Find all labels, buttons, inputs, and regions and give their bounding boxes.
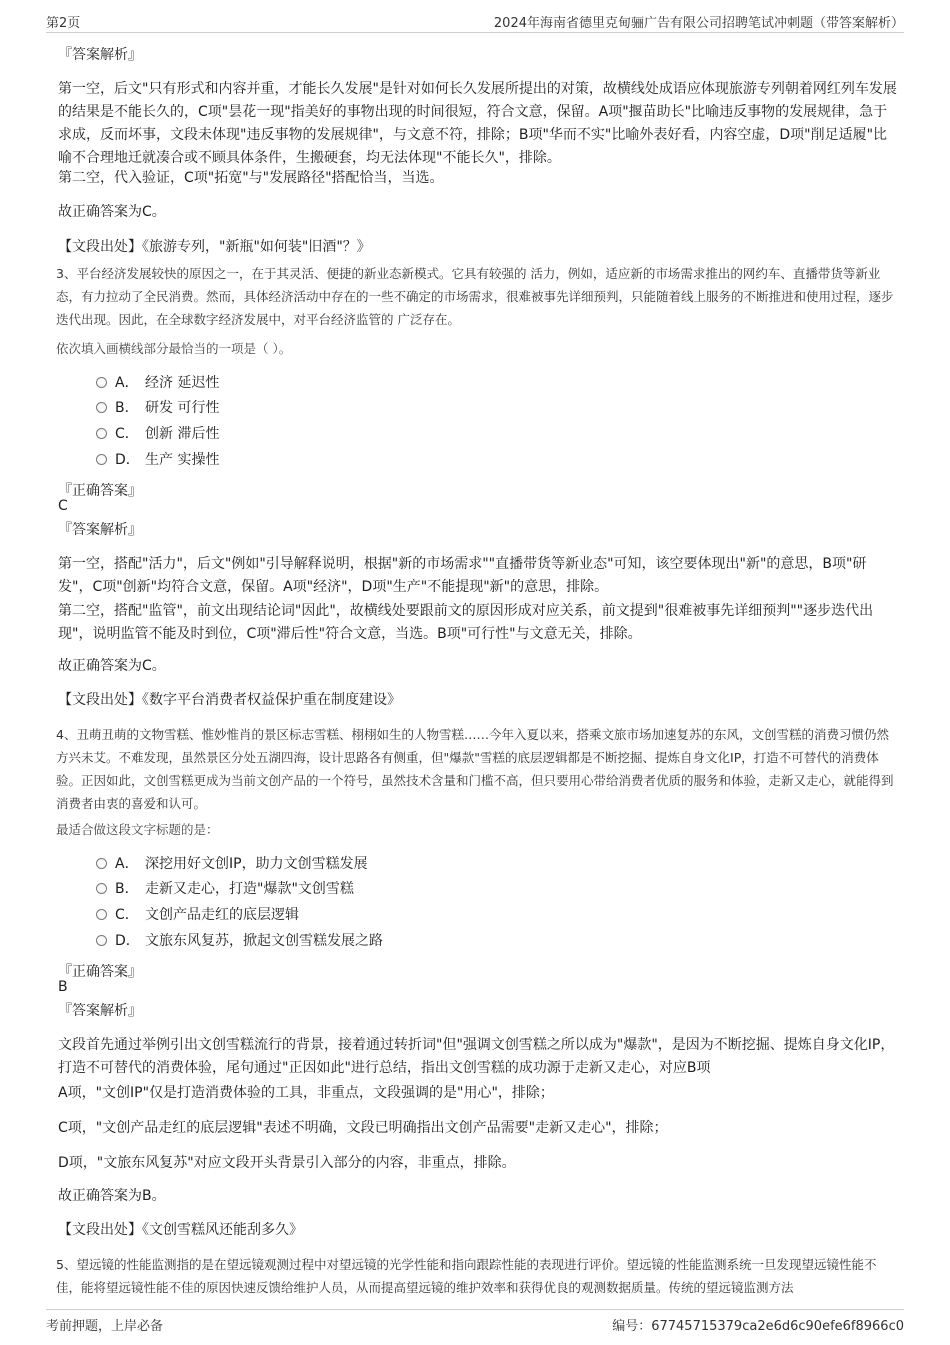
correct-answer: B — [58, 979, 68, 995]
radio-icon[interactable] — [96, 402, 107, 413]
source-citation: 【文段出处】《旅游专列，"新瓶"如何装"旧酒"？》 — [58, 239, 371, 255]
analysis-paragraph: C项，"文创产品走红的底层逻辑"表述不明确，文段已明确指出文创产品需要"走新又走心"，排除； — [58, 1120, 668, 1136]
radio-icon[interactable] — [96, 428, 107, 439]
radio-icon[interactable] — [96, 858, 107, 869]
option-b[interactable]: B． 研发 可行性 — [96, 398, 219, 418]
radio-icon[interactable] — [96, 883, 107, 894]
option-b[interactable]: B． 走新又走心，打造"爆款"文创雪糕 — [96, 879, 354, 899]
analysis-paragraph: 文段首先通过举例引出文创雪糕流行的背景，接着通过转折词"但"强调文创雪糕之所以成为"爆款"，是因为不断挖掘、提炼自身文化IP，打造不可替代的消费体验，尾句通过"正因如此"进行总结，指出文创雪糕的成功源于走新又走心，对应B项 — [58, 1037, 895, 1076]
option-c[interactable]: C． 创新 滞后性 — [96, 424, 219, 444]
option-a[interactable]: A． 经济 延迟性 — [96, 373, 219, 393]
answer-statement: 故正确答案为C。 — [58, 204, 166, 220]
document-id: 编号：67745715379ca2e6d6c90efe6f8966c0 — [612, 1319, 904, 1334]
answer-statement: 故正确答案为B。 — [58, 1188, 166, 1204]
analysis-paragraph: 第一空，搭配"活力"，后文"例如"引导解释说明，根据"新的市场需求""直播带货等新业态"可知，该空要体现出"新"的意思，B项"研发"，C项"创新"均符合文意，保留。A项"经济"，D项"生产"不能提现"新"的意思，排除。 — [58, 556, 867, 595]
analysis-label: 『答案解析』 — [58, 1003, 142, 1019]
page-number: 第2页 — [46, 16, 81, 31]
source-citation: 【文段出处】《数字平台消费者权益保护重在制度建设》 — [58, 692, 401, 708]
question-prompt: 最适合做这段文字标题的是： — [56, 822, 219, 837]
answer-label: 『正确答案』 — [58, 964, 142, 980]
radio-icon[interactable] — [96, 377, 107, 388]
question-prompt: 依次填入画横线部分最恰当的一项是（ ）。 — [56, 341, 292, 356]
page-footer — [46, 1309, 904, 1336]
answer-statement: 故正确答案为C。 — [58, 658, 166, 674]
footer-slogan: 考前押题，上岸必备 — [46, 1319, 164, 1334]
option-a[interactable]: A． 深挖用好文创IP，助力文创雪糕发展 — [96, 854, 368, 874]
answer-label: 『正确答案』 — [58, 483, 142, 499]
source-citation: 【文段出处】《文创雪糕风还能刮多久》 — [58, 1222, 303, 1238]
option-d[interactable]: D． 文旅东风复苏，掀起文创雪糕发展之路 — [96, 931, 383, 951]
radio-icon[interactable] — [96, 935, 107, 946]
analysis-paragraph: 第二空，代入验证，C项"拓宽"与"发展路径"搭配恰当，当选。 — [58, 170, 444, 186]
analysis-paragraph: A项，"文创IP"仅是打造消费体验的工具，非重点，文段强调的是"用心"，排除； — [58, 1085, 554, 1101]
analysis-paragraph: 第二空，搭配"监管"，前文出现结论词"因此"，故横线处要跟前文的原因形成对应关系，前文提到"很难被事先详细预判""逐步迭代出现"，说明监管不能及时到位，C项"滞后性"符合文意，当选。B项"可行性"与文意无关，排除。 — [58, 603, 874, 642]
option-d[interactable]: D． 生产 实操性 — [96, 450, 219, 470]
radio-icon[interactable] — [96, 909, 107, 920]
radio-icon[interactable] — [96, 454, 107, 465]
analysis-label: 『答案解析』 — [58, 47, 142, 63]
option-c[interactable]: C． 文创产品走红的底层逻辑 — [96, 905, 299, 925]
analysis-paragraph: 第一空，后文"只有形式和内容并重，才能长久发展"是针对如何长久发展所提出的对策，故横线处成语应体现旅游专列朝着网红列车发展的结果是不能长久的，C项"昙花一现"指美好的事物出现的时间很短，符合文意，保留。A项"揠苗助长"比喻违反事物的发展规律，急于求成，反而坏事，文段未体现"违反事物的发展规律"，与文意不符，排除；B项"华而不实"比喻外表好看，内容空虚，D项"削足适履"比喻不合理地迁就凑合或不顾具体条件，生搬硬套，均无法体现"不能长久"，排除。 — [58, 81, 897, 166]
analysis-paragraph: D项，"文旅东风复苏"对应文段开头背景引入部分的内容，非重点，排除。 — [58, 1155, 516, 1171]
question-stem: 4、丑萌丑萌的文物雪糕、惟妙惟肖的景区标志雪糕、栩栩如生的人物雪糕……今年入夏以来，搭乘文旅市场加速复苏的东风，文创雪糕的消费习惯仍然方兴未艾。不难发现，虽然景区分处五湖四海，设计思路各有侧重，但"爆款"雪糕的底层逻辑都是不断挖掘、提炼自身文化IP，打造不可替代的消费体验。正因如此，文创雪糕更成为当前文创产品的一个符号，虽然技术含量和门槛不高，但只要用心带给消费者优质的服务和体验，走新又走心，就能得到消费者由衷的喜爱和认可。 — [56, 727, 894, 811]
page-header — [46, 10, 904, 33]
question-stem: 3、平台经济发展较快的原因之一，在于其灵活、便捷的新业态新模式。它具有较强的 活力，例如，适应新的市场需求推出的网约车、直播带货等新业态，有力拉动了全民消费。然而，具体经济活动中存在的一些不确定的市场需求，很难被事先详细预判，只能随着线上服务的不断推进和使用过程，逐步迭代出现。因此，在全球数字经济发展中，对平台经济监管的 广泛存在。 — [56, 266, 894, 327]
correct-answer: C — [58, 498, 68, 514]
analysis-label: 『答案解析』 — [58, 522, 142, 538]
question-stem: 5、望远镜的性能监测指的是在望远镜观测过程中对望远镜的光学性能和指向跟踪性能的表现进行评价。望远镜的性能监测系统一旦发现望远镜性能不佳，能将望远镜性能不佳的原因快速反馈给维护人员，从而提高望远镜的维护效率和获得优良的观测数据质量。传统的望远镜监测方法 — [56, 1257, 877, 1295]
document-title: 2024年海南省德里克甸骊广告有限公司招聘笔试冲刺题（带答案解析） — [493, 16, 904, 31]
